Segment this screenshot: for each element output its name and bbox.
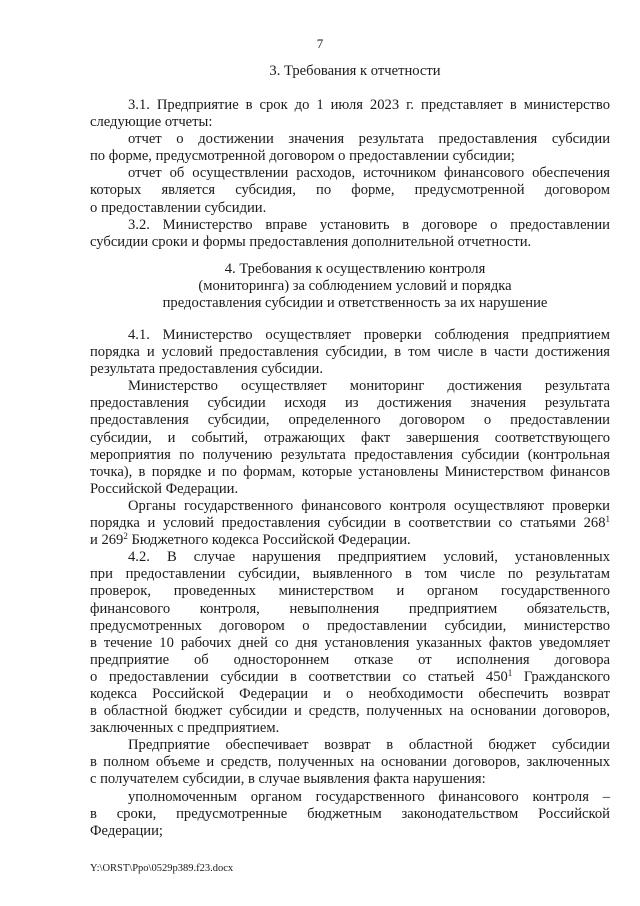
text-line bbox=[90, 515, 610, 532]
text-line: отчет об осуществлении расходов, источником финансового обеспечения bbox=[128, 165, 610, 182]
text-line: в полном объеме и средств, полученных на основании договоров, заключенных bbox=[90, 754, 610, 771]
text-line: кодекса Российской Федерации и о необходимости обеспечить возврат bbox=[90, 685, 610, 702]
text-fragment: и 269 bbox=[90, 532, 124, 549]
text-line: с получателем субсидии, в случае выявления факта нарушения: bbox=[90, 771, 486, 788]
text-line: Федерации; bbox=[90, 822, 163, 839]
text-fragment: Бюджетного кодекса Российской Федерации. bbox=[127, 532, 411, 549]
text-line: Министерство осуществляет мониторинг достижения результата bbox=[128, 378, 610, 395]
text-line: при предоставлении субсидии, выявленного в том числе по результатам bbox=[90, 566, 610, 583]
text-line: 3.1. Предприятие в срок до 1 июля 2023 г. представляет в министерство bbox=[128, 97, 610, 113]
text-line: предоставления субсидии, определенного договором о предоставлении bbox=[90, 412, 610, 429]
text-fragment: Гражданского bbox=[512, 668, 610, 685]
text-fragment: о предоставлении субсидии в соответствии со статьей 450 bbox=[90, 668, 508, 685]
text-line: результата предоставления субсидии. bbox=[90, 361, 324, 378]
text-line: в сроки, предусмотренные бюджетным законодательством Российской bbox=[90, 805, 610, 822]
section-4-body bbox=[90, 327, 610, 840]
text-line bbox=[90, 669, 610, 686]
text-line: уполномоченным органом государственного финансового контроля – bbox=[128, 788, 610, 805]
heading-line: (мониторинга) за соблюдением условий и порядка bbox=[198, 278, 512, 295]
text-line: по форме, предусмотренной договором о предоставлении субсидии; bbox=[90, 148, 515, 165]
superscript: 2 bbox=[123, 531, 128, 542]
section-3-heading: 3. Требования к отчетности bbox=[269, 63, 441, 79]
heading-line: 4. Требования к осуществлению контроля bbox=[224, 261, 486, 277]
text-line: 3.2. Министерство вправе установить в договоре о предоставлении bbox=[128, 216, 610, 233]
text-line: которых является субсидия, по форме, предусмотренной договором bbox=[90, 182, 610, 199]
text-line: мероприятия по получению результата предоставления субсидии (контрольная bbox=[90, 446, 610, 463]
text-line: 4.2. В случае нарушения предприятием условий, установленных bbox=[128, 549, 610, 566]
superscript: 1 bbox=[605, 514, 610, 525]
text-line: субсидии сроки и формы предоставления дополнительной отчетности. bbox=[90, 233, 532, 250]
text-line: субсидии, и событий, отражающих факт завершения соответствующего bbox=[90, 429, 610, 446]
text-line: предоставления субсидии исходя из достижения значения результата bbox=[90, 395, 610, 412]
text-line: порядка и условий предоставления субсидии, в том числе в части достижения bbox=[90, 344, 610, 361]
file-path-footer: Y:\ORST\Ppo\0529p389.f23.docx bbox=[90, 863, 234, 874]
text-line: в областной бюджет субсидии и средств, полученных на основании договоров, bbox=[90, 703, 610, 720]
text-line: Предприятие обеспечивает возврат в областной бюджет субсидии bbox=[128, 737, 610, 754]
text-line: отчет о достижении значения результата предоставления субсидии bbox=[128, 131, 610, 148]
text-line: предприятие об одностороннем отказе от исполнения договора bbox=[90, 651, 610, 668]
section-3-body bbox=[90, 97, 610, 251]
text-line: 4.1. Министерство осуществляет проверки соблюдения предприятием bbox=[128, 327, 610, 343]
superscript: 1 bbox=[507, 667, 513, 678]
text-line: проверок, проведенных министерством и органом государственного bbox=[90, 583, 610, 600]
text-line: Органы государственного финансового контроля осуществляют проверки bbox=[128, 497, 610, 514]
heading-line: предоставления субсидии и ответственность за их нарушение bbox=[162, 295, 548, 312]
text-line: точка), в порядке и по формам, которые установлены Министерством финансов bbox=[90, 463, 610, 480]
text-line: финансового контроля, невыполнения предприятием обязательств, bbox=[90, 600, 610, 617]
text-line: следующие отчеты: bbox=[90, 114, 213, 131]
text-line: Российской Федерации. bbox=[90, 480, 239, 497]
text-line: заключенных с предприятием. bbox=[90, 720, 280, 737]
section-4-heading bbox=[100, 261, 610, 312]
text-line: предусмотренных договором о предоставлении субсидии, министерство bbox=[90, 617, 610, 634]
text-fragment: порядка и условий предоставления субсидии в соответствии со статьями 268 bbox=[90, 515, 606, 532]
text-line: о предоставлении субсидии. bbox=[90, 199, 267, 216]
text-line bbox=[90, 532, 610, 549]
text-line: в течение 10 рабочих дней со дня установления указанных фактов уведомляет bbox=[90, 634, 610, 651]
page-number: 7 bbox=[316, 36, 324, 51]
